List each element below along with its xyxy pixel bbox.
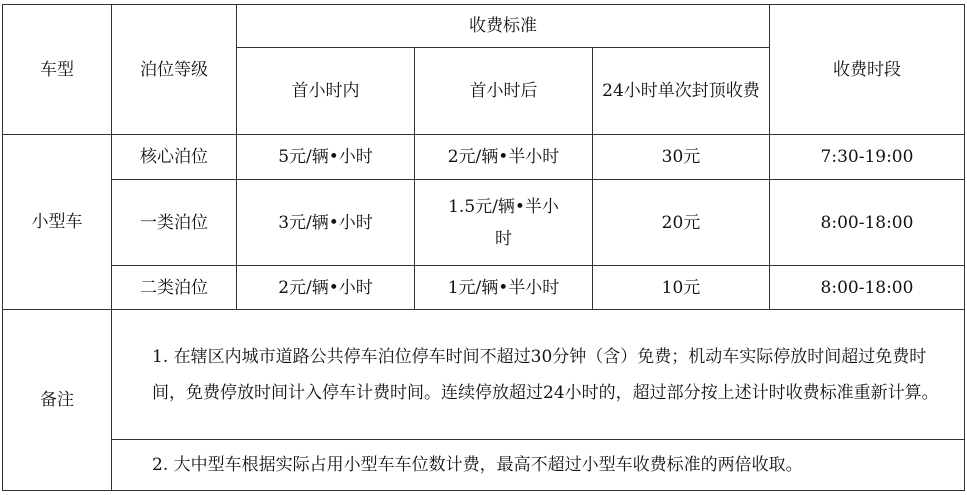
table-row (3, 135, 965, 180)
cap-fee-cell: 10元 (593, 266, 770, 310)
header-cap-24h: 24小时单次封顶收费 (593, 48, 770, 135)
header-berth-level: 泊位等级 (112, 5, 237, 135)
first-hour-fee-cell: 3元/辆•小时 (237, 180, 415, 266)
after-hour-fee-cell: 1元/辆•半小时 (415, 266, 593, 310)
berth-level-cell: 一类泊位 (112, 180, 237, 266)
vehicle-type-cell: 小型车 (3, 135, 112, 310)
first-hour-fee-cell: 5元/辆•小时 (237, 135, 415, 180)
charge-period-cell: 8:00-18:00 (770, 180, 965, 266)
charge-period-cell: 8:00-18:00 (770, 266, 965, 310)
header-first-hour: 首小时内 (237, 48, 415, 135)
note-item: 2. 大中型车根据实际占用小型车车位数计费，最高不超过小型车收费标准的两倍收取。 (112, 440, 965, 491)
parking-fee-table (2, 4, 965, 491)
berth-level-cell: 二类泊位 (112, 266, 237, 310)
table-row (3, 180, 965, 266)
cap-fee-cell: 30元 (593, 135, 770, 180)
after-hour-fee-cell: 2元/辆•半小时 (415, 135, 593, 180)
note-item: 1. 在辖区内城市道路公共停车泊位停车时间不超过30分钟（含）免费；机动车实际停放时间超过免费时间，免费停放时间计入停车计费时间。连续停放超过24小时的，超过部分按上述计时收费标准重新计算。 (112, 310, 965, 440)
after-hour-fee-cell: 1.5元/辆•半小时 (415, 180, 593, 266)
header-vehicle-type: 车型 (3, 5, 112, 135)
cap-fee-cell: 20元 (593, 180, 770, 266)
berth-level-cell: 核心泊位 (112, 135, 237, 180)
header-charge-period: 收费时段 (770, 5, 965, 135)
table-row (3, 266, 965, 310)
header-after-first-hour: 首小时后 (415, 48, 593, 135)
notes-label: 备注 (3, 310, 112, 491)
header-fee-standard: 收费标准 (237, 5, 770, 48)
first-hour-fee-cell: 2元/辆•小时 (237, 266, 415, 310)
charge-period-cell: 7:30-19:00 (770, 135, 965, 180)
